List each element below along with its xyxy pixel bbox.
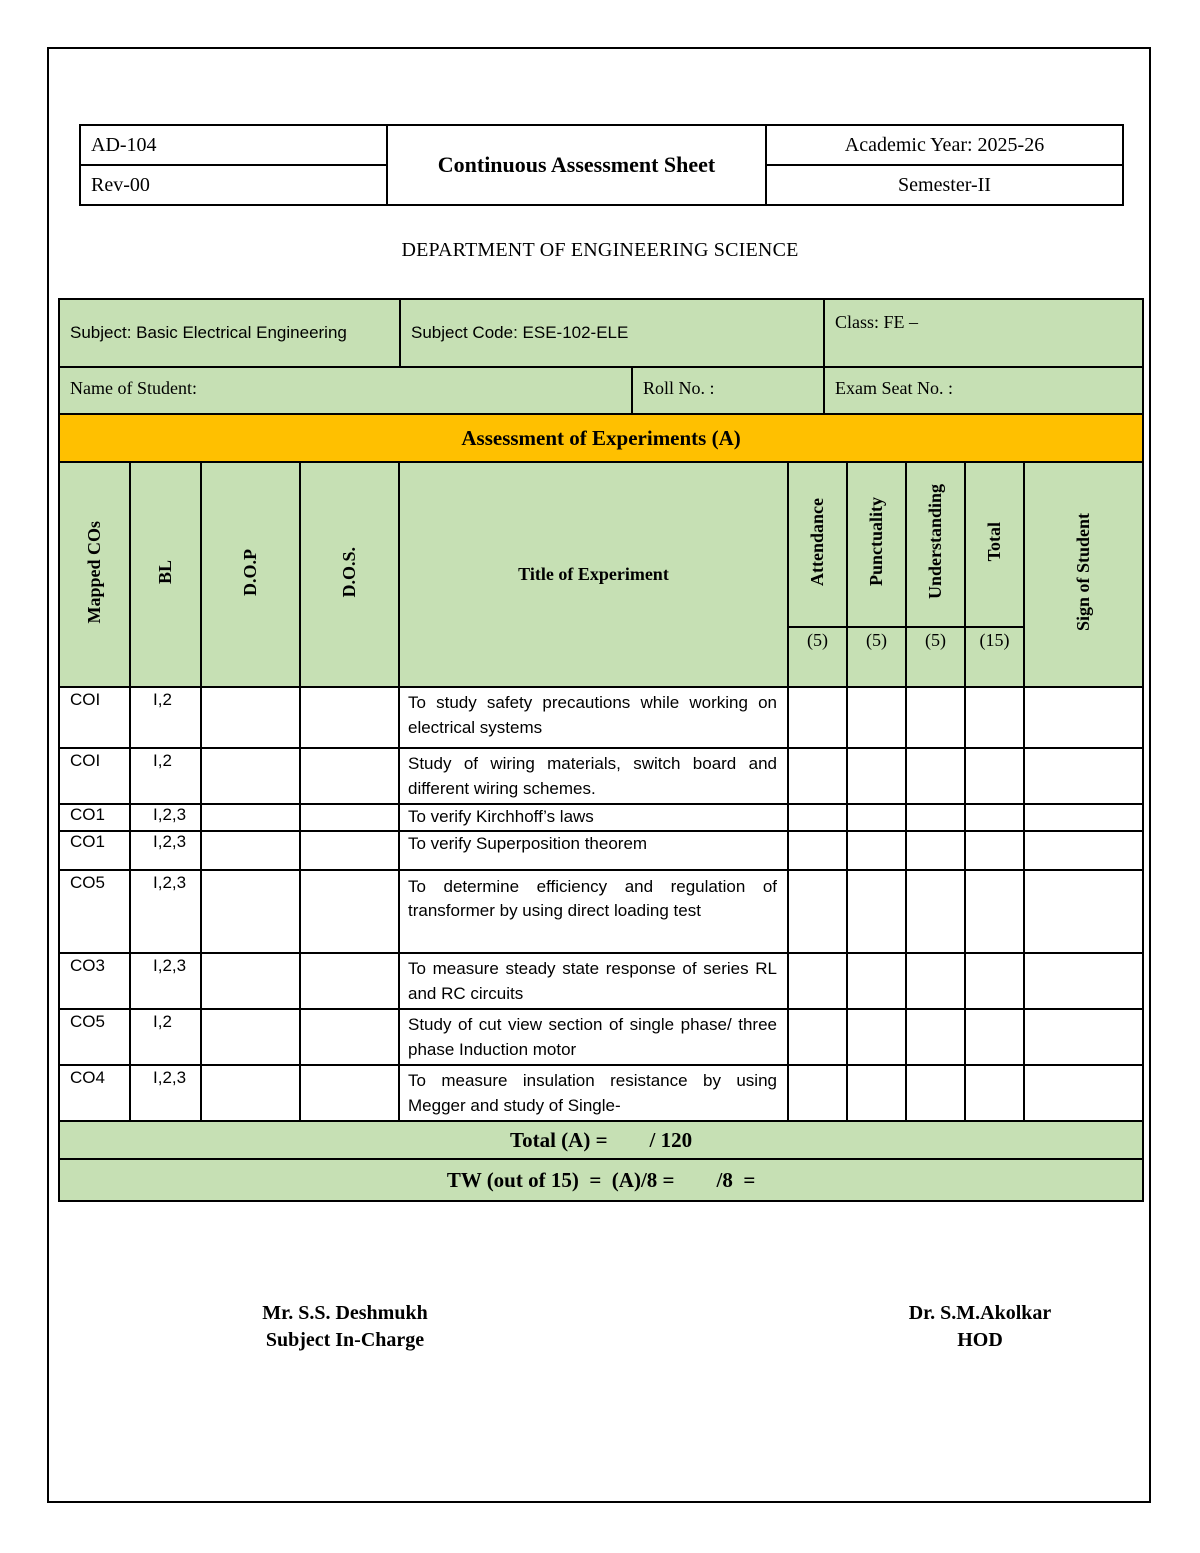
row-bl: I,2 bbox=[130, 687, 201, 748]
row-sign[interactable] bbox=[1024, 953, 1143, 1009]
col-total bbox=[965, 462, 1024, 627]
sheet-title: Continuous Assessment Sheet bbox=[387, 125, 766, 205]
row-title: To determine efficiency and regulation of transformer by using direct loading test bbox=[399, 870, 788, 953]
max-understanding: (5) bbox=[906, 627, 965, 687]
col-total-label: Total bbox=[984, 522, 1004, 562]
row-bl: I,2,3 bbox=[130, 953, 201, 1009]
assessment-banner: Assessment of Experiments (A) bbox=[59, 414, 1143, 462]
row-dos[interactable] bbox=[300, 748, 399, 804]
row-understanding[interactable] bbox=[906, 748, 965, 804]
row-title: Study of cut view section of single phase/ three phase Induction motor bbox=[399, 1009, 788, 1065]
row-dop[interactable] bbox=[201, 1009, 300, 1065]
total-a-row: Total (A) = / 120 bbox=[59, 1121, 1143, 1159]
col-attendance bbox=[788, 462, 847, 627]
row-title: To verify Kirchhoff’s laws bbox=[399, 804, 788, 831]
hod-name: Dr. S.M.Akolkar bbox=[908, 1302, 1052, 1324]
row-understanding[interactable] bbox=[906, 687, 965, 748]
row-attendance[interactable] bbox=[788, 804, 847, 831]
doc-code: AD-104 bbox=[80, 125, 387, 165]
col-punctuality-label: Punctuality bbox=[866, 497, 886, 587]
row-total[interactable] bbox=[965, 1009, 1024, 1065]
row-bl: I,2,3 bbox=[130, 831, 201, 870]
max-attendance: (5) bbox=[788, 627, 847, 687]
row-sign[interactable] bbox=[1024, 831, 1143, 870]
row-dop[interactable] bbox=[201, 804, 300, 831]
subject-in-charge-name: Mr. S.S. Deshmukh bbox=[262, 1302, 428, 1324]
row-dop[interactable] bbox=[201, 953, 300, 1009]
row-co: CO5 bbox=[59, 870, 130, 953]
col-mapped-cos-label: Mapped COs bbox=[84, 520, 104, 624]
row-attendance[interactable] bbox=[788, 870, 847, 953]
subject-code-cell: Subject Code: ESE-102-ELE bbox=[400, 299, 824, 367]
subject-in-charge-role: Subject In-Charge bbox=[265, 1329, 425, 1351]
row-understanding[interactable] bbox=[906, 804, 965, 831]
row-dos[interactable] bbox=[300, 953, 399, 1009]
exam-seat-cell[interactable]: Exam Seat No. : bbox=[824, 367, 1143, 433]
row-title: To verify Superposition theorem bbox=[399, 831, 788, 870]
row-co: CO3 bbox=[59, 953, 130, 1009]
row-total[interactable] bbox=[965, 870, 1024, 953]
row-understanding[interactable] bbox=[906, 1065, 965, 1121]
max-total: (15) bbox=[965, 627, 1024, 687]
row-punctuality[interactable] bbox=[847, 831, 906, 870]
row-dos[interactable] bbox=[300, 831, 399, 870]
department-heading: DEPARTMENT OF ENGINEERING SCIENCE bbox=[401, 239, 799, 261]
row-dop[interactable] bbox=[201, 748, 300, 804]
table-row bbox=[59, 687, 1143, 748]
row-understanding[interactable] bbox=[906, 953, 965, 1009]
row-dop[interactable] bbox=[201, 831, 300, 870]
row-bl: I,2,3 bbox=[130, 870, 201, 953]
row-total[interactable] bbox=[965, 953, 1024, 1009]
row-total[interactable] bbox=[965, 687, 1024, 748]
row-co: CO1 bbox=[59, 804, 130, 831]
subject-cell: Subject: Basic Electrical Engineering bbox=[59, 299, 400, 367]
col-sign bbox=[1024, 462, 1143, 687]
subject-in-charge-signature bbox=[200, 1300, 490, 1354]
row-dos[interactable] bbox=[300, 804, 399, 831]
row-dos[interactable] bbox=[300, 687, 399, 748]
row-attendance[interactable] bbox=[788, 1065, 847, 1121]
table-row bbox=[59, 748, 1143, 804]
student-name-cell[interactable]: Name of Student: bbox=[59, 367, 632, 433]
row-co: COI bbox=[59, 748, 130, 804]
semester: Semester-II bbox=[766, 165, 1123, 205]
row-attendance[interactable] bbox=[788, 1009, 847, 1065]
col-dos bbox=[300, 462, 399, 687]
col-sign-label: Sign of Student bbox=[1073, 512, 1094, 632]
row-punctuality[interactable] bbox=[847, 687, 906, 748]
row-understanding[interactable] bbox=[906, 1009, 965, 1065]
row-understanding[interactable] bbox=[906, 831, 965, 870]
table-row bbox=[59, 804, 1143, 831]
col-title: Title of Experiment bbox=[399, 462, 788, 687]
col-bl-label: BL bbox=[155, 559, 175, 584]
row-punctuality[interactable] bbox=[847, 1065, 906, 1121]
revision: Rev-00 bbox=[80, 165, 387, 205]
table-row bbox=[59, 1009, 1143, 1065]
row-total[interactable] bbox=[965, 804, 1024, 831]
hod-signature bbox=[870, 1300, 1090, 1354]
col-dop bbox=[201, 462, 300, 687]
row-punctuality[interactable] bbox=[847, 804, 906, 831]
row-total[interactable] bbox=[965, 748, 1024, 804]
row-punctuality[interactable] bbox=[847, 748, 906, 804]
row-attendance[interactable] bbox=[788, 953, 847, 1009]
row-total[interactable] bbox=[965, 831, 1024, 870]
row-sign[interactable] bbox=[1024, 870, 1143, 953]
row-dop[interactable] bbox=[201, 1065, 300, 1121]
row-dop[interactable] bbox=[201, 687, 300, 748]
row-co: CO1 bbox=[59, 831, 130, 870]
col-punctuality bbox=[847, 462, 906, 627]
table-row bbox=[59, 953, 1143, 1009]
row-title: To measure insulation resistance by using Megger and study of Single- bbox=[399, 1065, 788, 1121]
col-dop-label: D.O.P bbox=[240, 548, 260, 596]
row-punctuality[interactable] bbox=[847, 870, 906, 953]
row-dop[interactable] bbox=[201, 870, 300, 953]
row-sign[interactable] bbox=[1024, 748, 1143, 804]
row-title: To study safety precautions while working on electrical systems bbox=[399, 687, 788, 748]
col-understanding-label: Understanding bbox=[925, 484, 945, 600]
row-dos[interactable] bbox=[300, 1065, 399, 1121]
row-sign[interactable] bbox=[1024, 1009, 1143, 1065]
table-row bbox=[59, 870, 1143, 953]
row-bl: I,2,3 bbox=[130, 804, 201, 831]
row-punctuality[interactable] bbox=[847, 953, 906, 1009]
col-bl bbox=[130, 462, 201, 687]
row-bl: I,2,3 bbox=[130, 1065, 201, 1121]
col-mapped-cos bbox=[59, 462, 130, 687]
row-bl: I,2 bbox=[130, 748, 201, 804]
col-attendance-label: Attendance bbox=[807, 498, 827, 586]
max-punctuality: (5) bbox=[847, 627, 906, 687]
roll-no-cell[interactable]: Roll No. : bbox=[632, 367, 824, 433]
row-attendance[interactable] bbox=[788, 831, 847, 870]
document-header bbox=[79, 124, 1124, 206]
col-dos-label: D.O.S. bbox=[339, 546, 359, 598]
tw-row: TW (out of 15) = (A)/8 = /8 = bbox=[59, 1159, 1143, 1201]
col-understanding bbox=[906, 462, 965, 627]
hod-role: HOD bbox=[957, 1329, 1003, 1351]
row-sign[interactable] bbox=[1024, 1065, 1143, 1121]
row-sign[interactable] bbox=[1024, 687, 1143, 748]
row-understanding[interactable] bbox=[906, 870, 965, 953]
row-sign[interactable] bbox=[1024, 804, 1143, 831]
row-attendance[interactable] bbox=[788, 748, 847, 804]
row-co: CO4 bbox=[59, 1065, 130, 1121]
row-title: Study of wiring materials, switch board and different wiring schemes. bbox=[399, 748, 788, 804]
row-attendance[interactable] bbox=[788, 687, 847, 748]
row-co: COI bbox=[59, 687, 130, 748]
row-bl: I,2 bbox=[130, 1009, 201, 1065]
row-dos[interactable] bbox=[300, 870, 399, 953]
row-co: CO5 bbox=[59, 1009, 130, 1065]
row-total[interactable] bbox=[965, 1065, 1024, 1121]
table-row bbox=[59, 831, 1143, 870]
assessment-table bbox=[58, 413, 1144, 1202]
row-dos[interactable] bbox=[300, 1009, 399, 1065]
table-row bbox=[59, 1065, 1143, 1121]
row-title: To measure steady state response of series RL and RC circuits bbox=[399, 953, 788, 1009]
class-cell: Class: FE – bbox=[824, 299, 1143, 367]
academic-year: Academic Year: 2025-26 bbox=[766, 125, 1123, 165]
row-punctuality[interactable] bbox=[847, 1009, 906, 1065]
